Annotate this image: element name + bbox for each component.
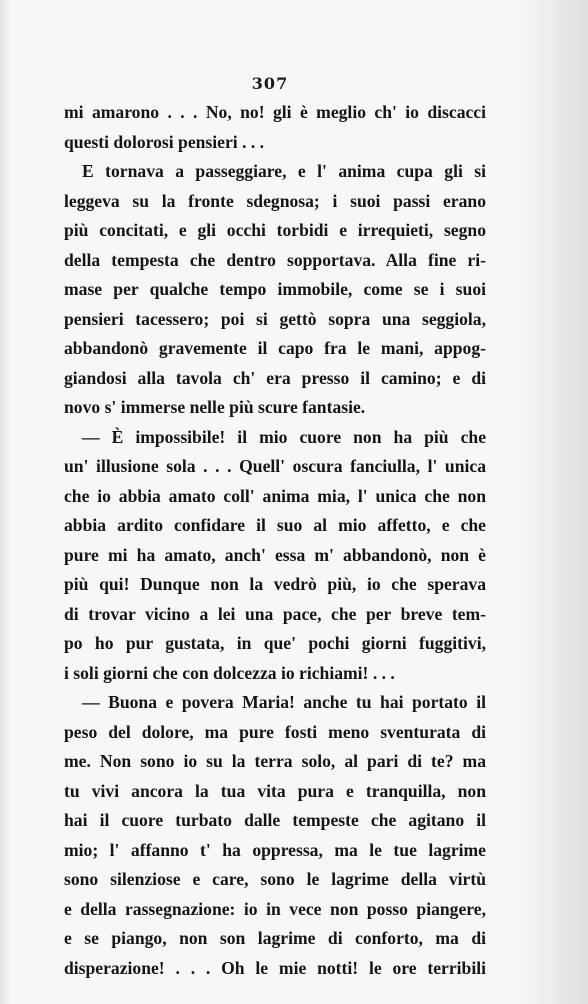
text-line: novo s' immerse nelle più scure fantasie. — [64, 397, 366, 417]
text-line: un' illusione sola . . . Quell' oscura fanciulla, l' unica — [64, 456, 486, 476]
text-line: più qui! Dunque non la vedrò più, io che sperava — [64, 574, 486, 594]
text-line: disperazione! . . . Oh le mie notti! le ore terribili — [64, 957, 486, 978]
page-number: 307 — [251, 74, 289, 93]
text-line: della tempesta che dentro sopportava. Alla fine ri- — [64, 249, 486, 270]
text-line: peso del dolore, ma pure fosti meno sventurata di — [64, 721, 486, 742]
page-binding-shadow — [518, 0, 588, 1004]
text-line: leggeva su la fronte sdegnosa; i suoi passi erano — [64, 190, 486, 211]
text-line: che io abbia amato coll' anima mia, l' unica che non — [64, 485, 486, 506]
text-line: tu vivi ancora la tua vita pura e tranquilla, non — [64, 780, 486, 801]
text-line: — Buona e povera Maria! anche tu hai portato il — [82, 692, 486, 712]
page-left-edge — [0, 0, 10, 1004]
text-line: me. Non sono io su la terra solo, al pari di te? ma — [64, 751, 486, 771]
text-line: giandosi alla tavola ch' era presso il camino; e di — [64, 367, 486, 388]
text-line: abbia ardito confidare il suo al mio affetto, e che — [64, 515, 486, 535]
text-line: — È impossibile! il mio cuore non ha più che — [82, 426, 486, 447]
text-line: po ho pur gustata, in que' pochi giorni fuggitivi, — [64, 633, 486, 653]
text-line: e della rassegnazione: io in vece non posso piangere, — [64, 898, 486, 919]
text-line: hai il cuore turbato dalle tempeste che agitano il — [64, 810, 486, 830]
text-line: di trovar vicino a lei una pace, che per breve tem- — [64, 603, 486, 624]
text-line: sono silenziose e care, sono le lagrime della virtù — [64, 869, 486, 889]
text-line: pure mi ha amato, anch' essa m' abbandonò, non è — [64, 544, 486, 565]
text-line: questi dolorosi pensieri . . . — [64, 131, 265, 152]
text-line: mi amarono . . . No, no! gli è meglio ch' io discacci — [64, 102, 486, 122]
text-line: più concitati, e gli occhi torbidi e irrequieti, segno — [64, 220, 486, 240]
body-text — [64, 98, 486, 983]
text-line: abbandonò gravemente il capo fra le mani, appog- — [64, 338, 486, 358]
text-line: mio; l' affanno t' ha oppressa, ma le tue lagrime — [64, 839, 486, 860]
text-line: E tornava a passeggiare, e l' anima cupa gli si — [82, 161, 486, 181]
text-line: mase per qualche tempo immobile, come se i suoi — [64, 279, 486, 299]
text-line: e se piango, non son lagrime di conforto, ma di — [64, 928, 486, 948]
text-line: pensieri tacessero; poi si gettò sopra una seggiola, — [64, 308, 486, 329]
text-line: i soli giorni che con dolcezza io richiami! . . . — [64, 662, 395, 683]
